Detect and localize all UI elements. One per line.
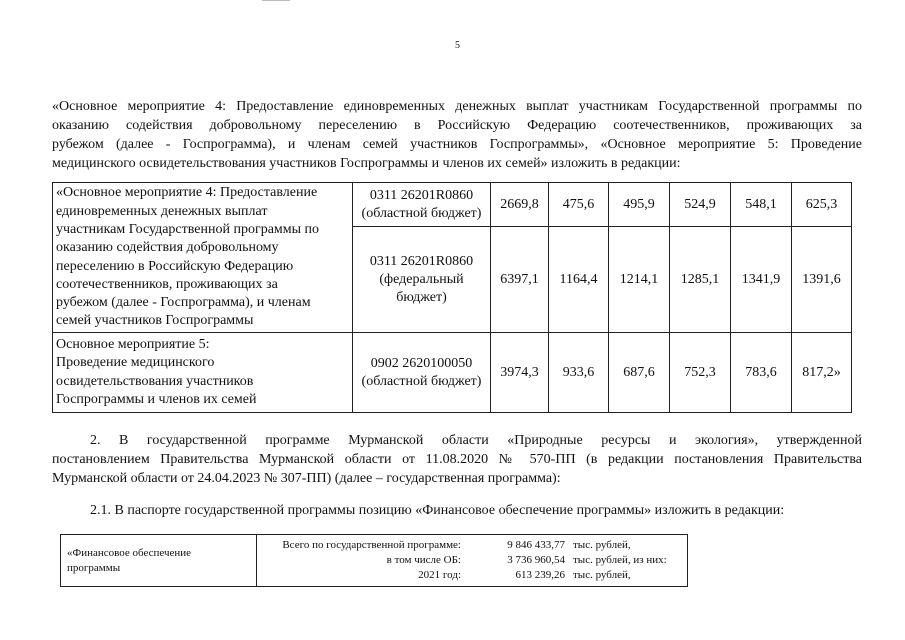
text-line: Мурманской области от 24.04.2023 № 307-ПП) (далее – государственная программа):: [52, 471, 561, 486]
value-cell: 1214,1: [609, 227, 670, 333]
value-cell: 933,6: [549, 333, 609, 413]
row-unit: тыс. рублей,: [573, 539, 631, 551]
cell-line: (областной бюджет): [361, 205, 482, 221]
activity-5-name: [53, 333, 353, 413]
row-amount: 3 736 960,54: [507, 554, 565, 566]
row-label: в том числе ОБ:: [386, 554, 461, 566]
row-label: Всего по государственной программе:: [282, 539, 461, 551]
row-unit: тыс. рублей, из них:: [573, 554, 667, 566]
cell-line: бюджет): [396, 289, 447, 305]
value-cell: 6397,1: [491, 227, 549, 333]
cell-line: 0311 26201R0860: [369, 253, 474, 269]
value-cell: 2669,8: [491, 183, 549, 227]
value-cell: 783,6: [731, 333, 792, 413]
table-row: [61, 535, 688, 587]
table-row: [53, 183, 852, 227]
cell-line: переселению в Российскую Федерацию: [56, 258, 294, 274]
activity-4-name: [53, 183, 353, 333]
section-2-1-paragraph: [52, 501, 862, 520]
value-cell: 524,9: [670, 183, 731, 227]
value-cell: 687,6: [609, 333, 670, 413]
cell-line: семей участников Госпрограммы: [56, 313, 254, 329]
value-cell: 1285,1: [670, 227, 731, 333]
financing-values: [257, 535, 688, 587]
table-row: [53, 333, 852, 413]
funding-table: [52, 182, 852, 413]
row-amount: 9 846 433,77: [507, 539, 565, 551]
value-cell: 1391,6: [792, 227, 852, 333]
text-line: 2. В государственной программе Мурманской области «Природные ресурсы и экология», утвержденной: [90, 433, 862, 448]
budget-code: [353, 227, 491, 333]
text-line: 2.1. В паспорте государственной программы позицию «Финансовое обеспечение программы» изложить в редакции:: [90, 503, 785, 518]
cell-line: соотечественников, проживающих за: [56, 276, 278, 292]
value-cell: 752,3: [670, 333, 731, 413]
cell-line: «Финансовое обеспечение: [67, 546, 192, 559]
text-line: рубежом (далее - Госпрограмма), и членам семей участников Госпрограммы», «Основное мероприятие 5: Проведение: [52, 137, 862, 152]
page-number: 5: [455, 40, 460, 51]
value-cell: 3974,3: [491, 333, 549, 413]
value-cell: 817,2»: [792, 333, 852, 413]
row-unit: тыс. рублей,: [573, 569, 631, 581]
text-line: медицинского освидетельствования участников Госпрограммы и членов их семей» изложить в редакции:: [52, 156, 681, 171]
text-line: «Основное мероприятие 4: Предоставление единовременных денежных выплат участникам Государственной программы по: [52, 99, 862, 114]
cell-line: единовременных денежных выплат: [56, 203, 268, 219]
value-cell: 625,3: [792, 183, 852, 227]
cell-line: (областной бюджет): [361, 373, 482, 389]
value-cell: 1164,4: [549, 227, 609, 333]
row-label: 2021 год:: [418, 569, 461, 581]
cell-line: «Основное мероприятие 4: Предоставление: [56, 185, 318, 201]
cell-line: оказанию содействия добровольному: [56, 240, 279, 256]
value-cell: 495,9: [609, 183, 670, 227]
financing-row: [261, 553, 683, 568]
cell-line: Госпрограммы и членов их семей: [56, 391, 257, 407]
cell-line: Основное мероприятие 5:: [56, 336, 210, 352]
cell-line: участникам Государственной программы по: [56, 221, 320, 237]
cell-line: освидетельствования участников: [56, 373, 254, 389]
budget-code: [353, 183, 491, 227]
cell-line: (федеральный: [379, 271, 464, 287]
value-cell: 548,1: [731, 183, 792, 227]
cell-line: 0311 26201R0860: [369, 187, 474, 203]
row-amount: 613 239,26: [515, 569, 565, 581]
financing-label: [61, 535, 257, 587]
section-2-paragraph: [52, 431, 862, 488]
text-line: оказанию содействия добровольному переселению в Российскую Федерацию соотечественников, проживающих за: [52, 118, 862, 133]
intro-paragraph: [52, 97, 862, 173]
financing-row: [261, 538, 683, 553]
cell-line: программы: [67, 561, 121, 574]
value-cell: 1341,9: [731, 227, 792, 333]
scan-artifact: [262, 0, 290, 1]
text-line: постановлением Правительства Мурманской области от 11.08.2020 № 570-ПП (в редакции постановления Правительства: [52, 452, 862, 467]
financing-row: [261, 568, 683, 583]
financing-table: [60, 534, 688, 587]
cell-line: Проведение медицинского: [56, 355, 215, 371]
cell-line: 0902 2620100050: [370, 355, 473, 371]
cell-line: рубежом (далее - Госпрограмма), и членам: [56, 295, 311, 311]
value-cell: 475,6: [549, 183, 609, 227]
budget-code: [353, 333, 491, 413]
